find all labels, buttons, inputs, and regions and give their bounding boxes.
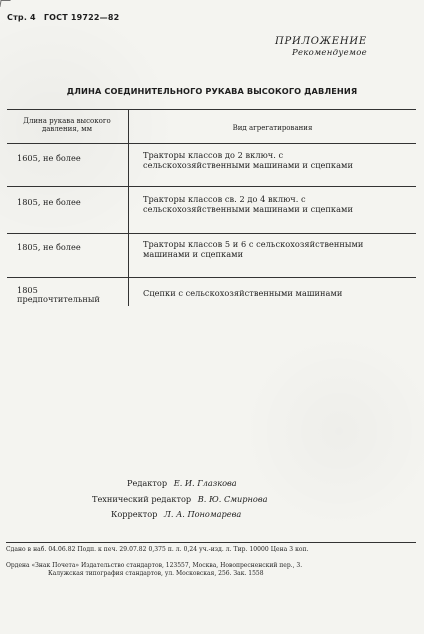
corrector-name: Л. А. Пономарева — [164, 509, 242, 520]
technical-editor-name: В. Ю. Смирнова — [197, 493, 268, 504]
table-cell-length: 1805 предпочтительный — [17, 285, 100, 305]
table-cell-description: Сцепки с сельскохозяйственными машинами — [143, 288, 343, 298]
publisher-line-1: Ордена «Знак Почета» Издательство стандартов, 123557, Москва, Новопресненский пер., 3. — [6, 562, 303, 569]
table-divider-top — [7, 109, 416, 110]
appendix-block — [275, 36, 367, 58]
technical-editor-label: Технический редактор — [92, 493, 192, 504]
publisher-line-2: Калужская типография стандартов, ул. Московская, 256. Зак. 1558 — [48, 569, 264, 577]
corrector-row — [92, 507, 312, 523]
footer-divider — [6, 542, 416, 543]
page-header — [7, 13, 124, 22]
table-divider-row-3 — [7, 277, 416, 278]
table-header-length: Длина рукава высокого давления, мм — [23, 117, 111, 133]
corrector-label: Корректор — [111, 509, 158, 520]
appendix-title: ПРИЛОЖЕНИЕ — [275, 36, 367, 47]
technical-editor-row — [92, 492, 312, 508]
editor-name: Е. И. Глазкова — [173, 478, 237, 488]
document-title: ДЛИНА СОЕДИНИТЕЛЬНОГО РУКАВА ВЫСОКОГО ДАВЛЕНИЯ — [66, 86, 358, 96]
table-column-divider — [128, 109, 129, 306]
table-divider-row-1 — [7, 186, 416, 187]
table-cell-description: Тракторы классов до 2 включ. с сельскохозяйственными машинами и сцепками — [143, 150, 353, 171]
table-divider-header — [7, 143, 416, 144]
page-number: Стр. 4 — [7, 13, 36, 22]
appendix-subtitle: Рекомендуемое — [291, 48, 367, 58]
editor-row — [92, 476, 312, 492]
publisher-info — [6, 562, 416, 578]
table-cell-description: Тракторы классов св. 2 до 4 включ. с сельскохозяйственными машинами и сцепками — [143, 194, 353, 215]
scan-mark — [0, 0, 11, 7]
table-cell-length: 1805, не более — [17, 197, 81, 207]
table-cell-length: 1805, не более — [17, 242, 81, 252]
print-info: Сдано в наб. 04.06.82 Подп. к печ. 29.07.82 0,375 п. л. 0,24 уч.-изд. л. Тир. 10000 Цена 3 коп. — [6, 546, 309, 553]
data-table — [7, 109, 416, 306]
standard-code: ГОСТ 19722—82 — [43, 13, 120, 22]
table-cell-description: Тракторы классов 5 и 6 с сельскохозяйственными машинами и сцепками — [143, 239, 364, 260]
editorial-credits — [92, 476, 312, 523]
table-divider-row-2 — [7, 233, 416, 234]
table-header-type: Вид агрегатирования — [232, 124, 313, 132]
table-cell-length: 1605, не более — [17, 153, 81, 163]
editor-label: Редактор — [127, 478, 168, 488]
